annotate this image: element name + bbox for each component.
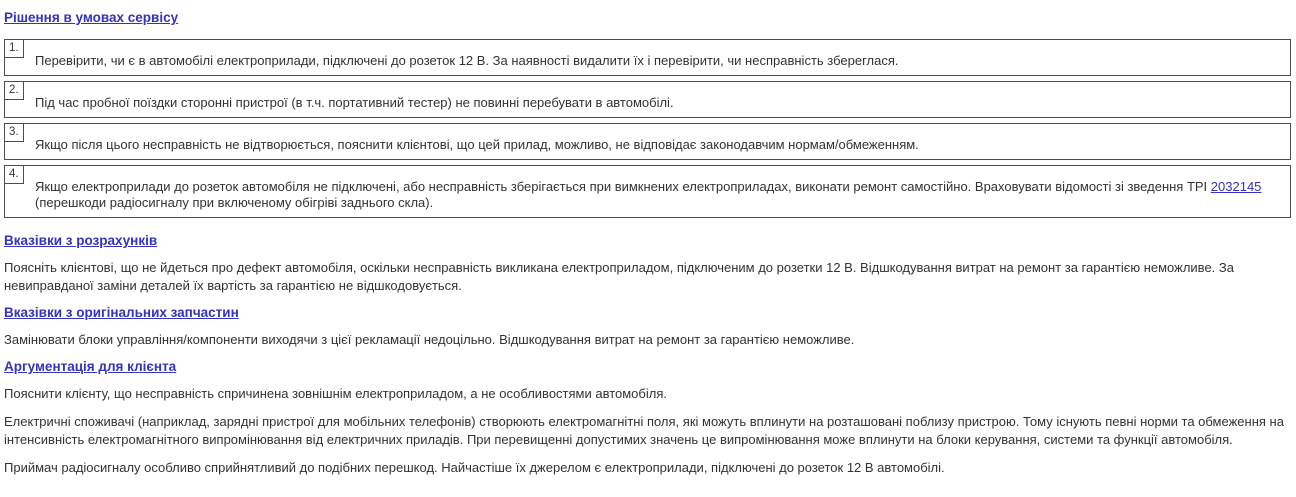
paragraph-genuine-parts-notes: Замінювати блоки управління/компоненти виходячи з цієї рекламації недоцільно. Відшкодування витрат на ремонт за гарантією неможливе. <box>4 332 855 347</box>
heading-customer-argumentation: Аргументація для клієнта <box>4 359 177 374</box>
solution-steps-list <box>4 39 1291 218</box>
solution-step-3 <box>4 123 1291 160</box>
solution-step-4 <box>4 165 1291 218</box>
tpi-reference-link[interactable]: 2032145 <box>1210 179 1262 194</box>
heading-service-solution: Рішення в умовах сервісу <box>4 10 179 25</box>
paragraph-calculation-notes: Поясніть клієнтові, що не йдеться про дефект автомобіля, оскільки несправність викликана електроприладом, підключеним до розетки 12 В. Відшкодування витрат на ремонт за гарантією неможливе. За невиправданої заміни деталей їх вартість за гарантією не відшкодовується. <box>4 260 1234 293</box>
heading-genuine-parts-notes: Вказівки з оригінальних запчастин <box>4 305 239 320</box>
solution-step-1 <box>4 39 1291 76</box>
heading-calculation-notes: Вказівки з розрахунків <box>4 233 158 248</box>
paragraph-radio-receiver: Приймач радіосигналу особливо сприйнятливий до подібних перешкод. Найчастіше їх джерелом є електроприлади, підключені до розеток 12 В автомобілі. <box>4 460 945 475</box>
step-number: 3. <box>4 123 24 142</box>
step-number: 4. <box>4 165 24 184</box>
step-text: Перевірити, чи є в автомобілі електроприлади, підключені до розеток 12 В. За наявності видалити їх і перевірити, чи несправність збереглася. <box>35 53 899 68</box>
step-text: Якщо електроприлади до розеток автомобіля не підключені, або несправність зберігається при вимкнених електроприладах, виконати ремонт самостійно. Враховувати відомості зі зведення TPI <box>35 179 1211 194</box>
paragraph-emc-explanation: Електричні споживачі (наприклад, зарядні пристрої для мобільних телефонів) створюють електромагнітні поля, які можуть вплинути на розташовані поблизу пристрою. Тому існують певні норми та обмеження на інтенсивність електромагнітного випромінювання від електричних приладів. При перевищенні допустимих значень це випромінювання може вплинути на блоки керування, системи та функції автомобіля. <box>4 414 1284 447</box>
solution-step-2 <box>4 81 1291 118</box>
paragraph-customer-argumentation: Пояснити клієнту, що несправність спричинена зовнішнім електроприладом, а не особливостями автомобіля. <box>4 386 667 401</box>
step-number: 2. <box>4 81 24 100</box>
step-text: (перешкоди радіосигналу при включеному обігріві заднього скла). <box>35 195 434 210</box>
step-number: 1. <box>4 39 24 58</box>
step-text: Якщо після цього несправність не відтворюється, пояснити клієнтові, що цей прилад, можливо, не відповідає законодавчим нормам/обмеженням. <box>35 137 919 152</box>
step-text: Під час пробної поїздки сторонні пристрої (в т.ч. портативний тестер) не повинні перебувати в автомобілі. <box>35 95 674 110</box>
